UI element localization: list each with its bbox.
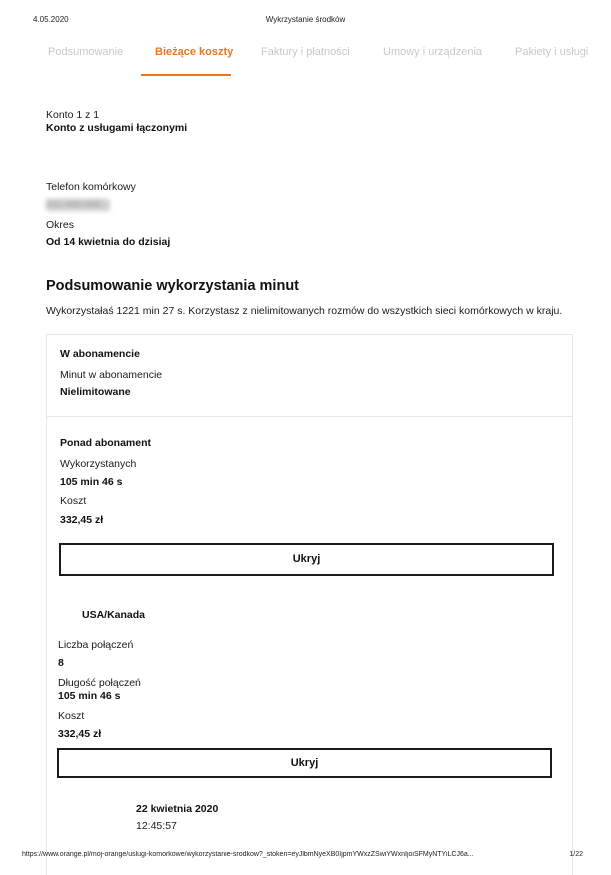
tab-bar	[0, 46, 611, 78]
hide-usa-button[interactable]: Ukryj	[57, 748, 552, 778]
period-label: Okres	[46, 219, 75, 231]
footer-page-number: 1/22	[569, 851, 583, 858]
over-used-value: 105 min 46 s	[60, 476, 123, 488]
subscription-minutes-value: Nielimitowane	[60, 386, 131, 398]
active-tab-underline	[141, 74, 231, 76]
over-used-label: Wykorzystanych	[60, 458, 137, 470]
tab-faktury-i-platnosci[interactable]: Faktury i płatności	[261, 46, 350, 58]
subscription-minutes-label: Minut w abonamencie	[60, 369, 163, 381]
over-title: Ponad abonament	[60, 437, 152, 449]
phone-label: Telefon komórkowy	[46, 181, 136, 193]
entry-date: 22 kwietnia 2020	[136, 803, 219, 815]
summary-description: Wykorzystałaś 1221 min 27 s. Korzystasz z nielimitowanych rozmów do wszystkich sieci komórkowych w kraju.	[46, 305, 563, 317]
usa-calls-label: Liczba połączeń	[58, 639, 134, 651]
usa-title: USA/Kanada	[82, 609, 146, 621]
tab-umowy-i-urzadzenia[interactable]: Umowy i urządzenia	[383, 46, 483, 58]
print-title: Wykrzystanie środków	[265, 15, 346, 24]
summary-title: Podsumowanie wykorzystania minut	[46, 278, 299, 294]
usa-duration-value: 105 min 46 s	[58, 690, 121, 702]
print-date: 4.05.2020	[33, 15, 69, 24]
usa-duration-label: Długość połączeń	[58, 677, 141, 689]
over-cost-label: Koszt	[60, 495, 87, 507]
usa-cost-value: 332,45 zł	[58, 728, 102, 740]
account-line: Konto 1 z 1	[46, 109, 100, 121]
usa-cost-label: Koszt	[58, 710, 85, 722]
tab-biezace-koszty[interactable]: Bieżące koszty	[155, 46, 234, 58]
tab-pakiety-i-uslugi[interactable]: Pakiety i usługi	[515, 46, 589, 58]
over-cost-value: 332,45 zł	[60, 514, 104, 526]
usa-calls-value: 8	[58, 657, 64, 669]
tab-podsumowanie[interactable]: Podsumowanie	[48, 46, 124, 58]
hide-over-button[interactable]: Ukryj	[59, 543, 554, 576]
entry-time: 12:45:57	[136, 820, 177, 832]
card-divider	[46, 416, 572, 417]
account-name: Konto z usługami łączonymi	[46, 122, 188, 134]
footer-url: https://www.orange.pl/moj-orange/uslugi-komorkowe/wykorzystanie-srodkow?_stoken=eyJlbmNyeXB0IjpmYWxzZSwiYWxnIjoiSFMyNTYiLCJ6a...	[22, 851, 474, 858]
period-value: Od 14 kwietnia do dzisiaj	[46, 236, 171, 248]
phone-number-masked: 511 090 000	[46, 199, 110, 211]
subscription-title: W abonamencie	[60, 348, 140, 360]
